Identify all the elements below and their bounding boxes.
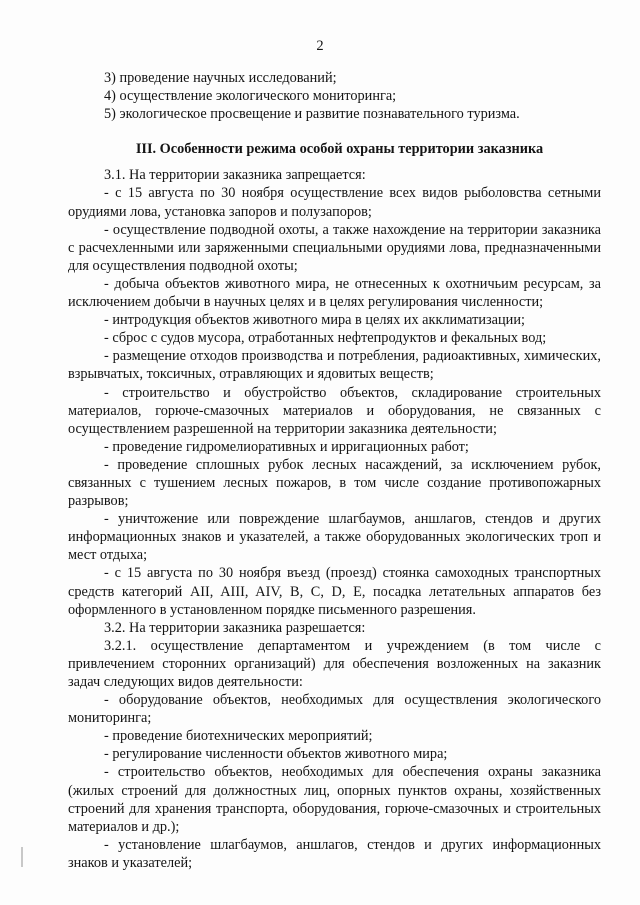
list-item: 5) экологическое просвещение и развитие познавательного туризма. <box>104 106 520 123</box>
prohibited-list <box>68 184 601 618</box>
intro-list <box>68 69 601 123</box>
section-title: III. Особенности режима особой охраны территории заказника <box>135 141 544 158</box>
list-item: 4) осуществление экологического мониторинга; <box>104 88 397 105</box>
list-item: - добыча объектов животного мира, не отнесенных к охотничьим ресурсам, за исключением добычи в научных целях и в целях регулирования численности; <box>68 275 601 311</box>
list-item: - интродукция объектов животного мира в целях их акклиматизации; <box>104 312 525 329</box>
list-item: - проведение биотехнических мероприятий; <box>104 728 373 745</box>
list-item: - строительство объектов, необходимых для обеспечения охраны заказника (жилых строений для должностных лиц, опорных пунктов охраны, хозяйственных строений для хранения транспорта, оборудования, горюче-смазочных и строительных материалов и др.); <box>68 764 601 835</box>
list-item: 3) проведение научных исследований; <box>104 70 337 86</box>
allowed-section <box>68 619 601 872</box>
list-item: - проведение сплошных рубок лесных насаждений, за исключением рубок, связанных с тушением лесных пожаров, в том числе создание противопожарных разрывов; <box>68 456 601 510</box>
page-number: 2 <box>316 38 324 54</box>
list-item: - сброс с судов мусора, отработанных нефтепродуктов и фекальных вод; <box>104 330 547 347</box>
list-item: - размещение отходов производства и потребления, радиоактивных, химических, взрывчатых, токсичных, отравляющих и ядовитых веществ; <box>68 348 601 383</box>
list-item: - с 15 августа по 30 ноября въезд (проезд) стоянка самоходных транспортных средств категорий AII, AIII, AIV, B, C, D, E, посадка летательных аппаратов без оформленного в установленном порядке письменного разрешения. <box>68 565 601 618</box>
list-item: - оборудование объектов, необходимых для осуществления экологического мониторинга; <box>68 692 601 727</box>
allowed-list <box>68 691 601 872</box>
prohibited-section <box>68 166 601 618</box>
list-item: - с 15 августа по 30 ноября осуществление всех видов рыболовства сетными орудиями лова, установка запоров и полузапоров; <box>68 185 601 220</box>
allowed-subheading: 3.2.1. осуществление департаментом и учреждением (в том числе с привлечением сторонних организаций) для обеспечения возложенных на заказник задач следующих видов деятельности: <box>68 637 601 690</box>
list-item: - осуществление подводной охоты, а также нахождение на территории заказника с расчехленными или заряженными специальными орудиями лова, предназначенными для осуществления подводной охоты; <box>68 221 601 274</box>
scan-artifact <box>21 847 23 867</box>
prohibited-heading: 3.1. На территории заказника запрещается: <box>104 167 366 184</box>
list-item: - уничтожение или повреждение шлагбаумов, аншлагов, стендов и других информационных знаков и указателей, а также оборудованных экологических троп и мест отдыха; <box>68 511 601 564</box>
list-item: - строительство и обустройство объектов, складирование строительных материалов, горюче-смазочных материалов и оборудования, не связанных с осуществлением разрешенной на территории заказника деятельности; <box>68 384 601 437</box>
list-item: - установление шлагбаумов, аншлагов, стендов и других информационных знаков и указателей; <box>68 836 601 871</box>
list-item: - регулирование численности объектов животного мира; <box>104 746 448 763</box>
list-item: - проведение гидромелиоративных и ирригационных работ; <box>104 438 469 455</box>
allowed-heading: 3.2. На территории заказника разрешается: <box>104 619 366 636</box>
document-body <box>68 69 601 872</box>
